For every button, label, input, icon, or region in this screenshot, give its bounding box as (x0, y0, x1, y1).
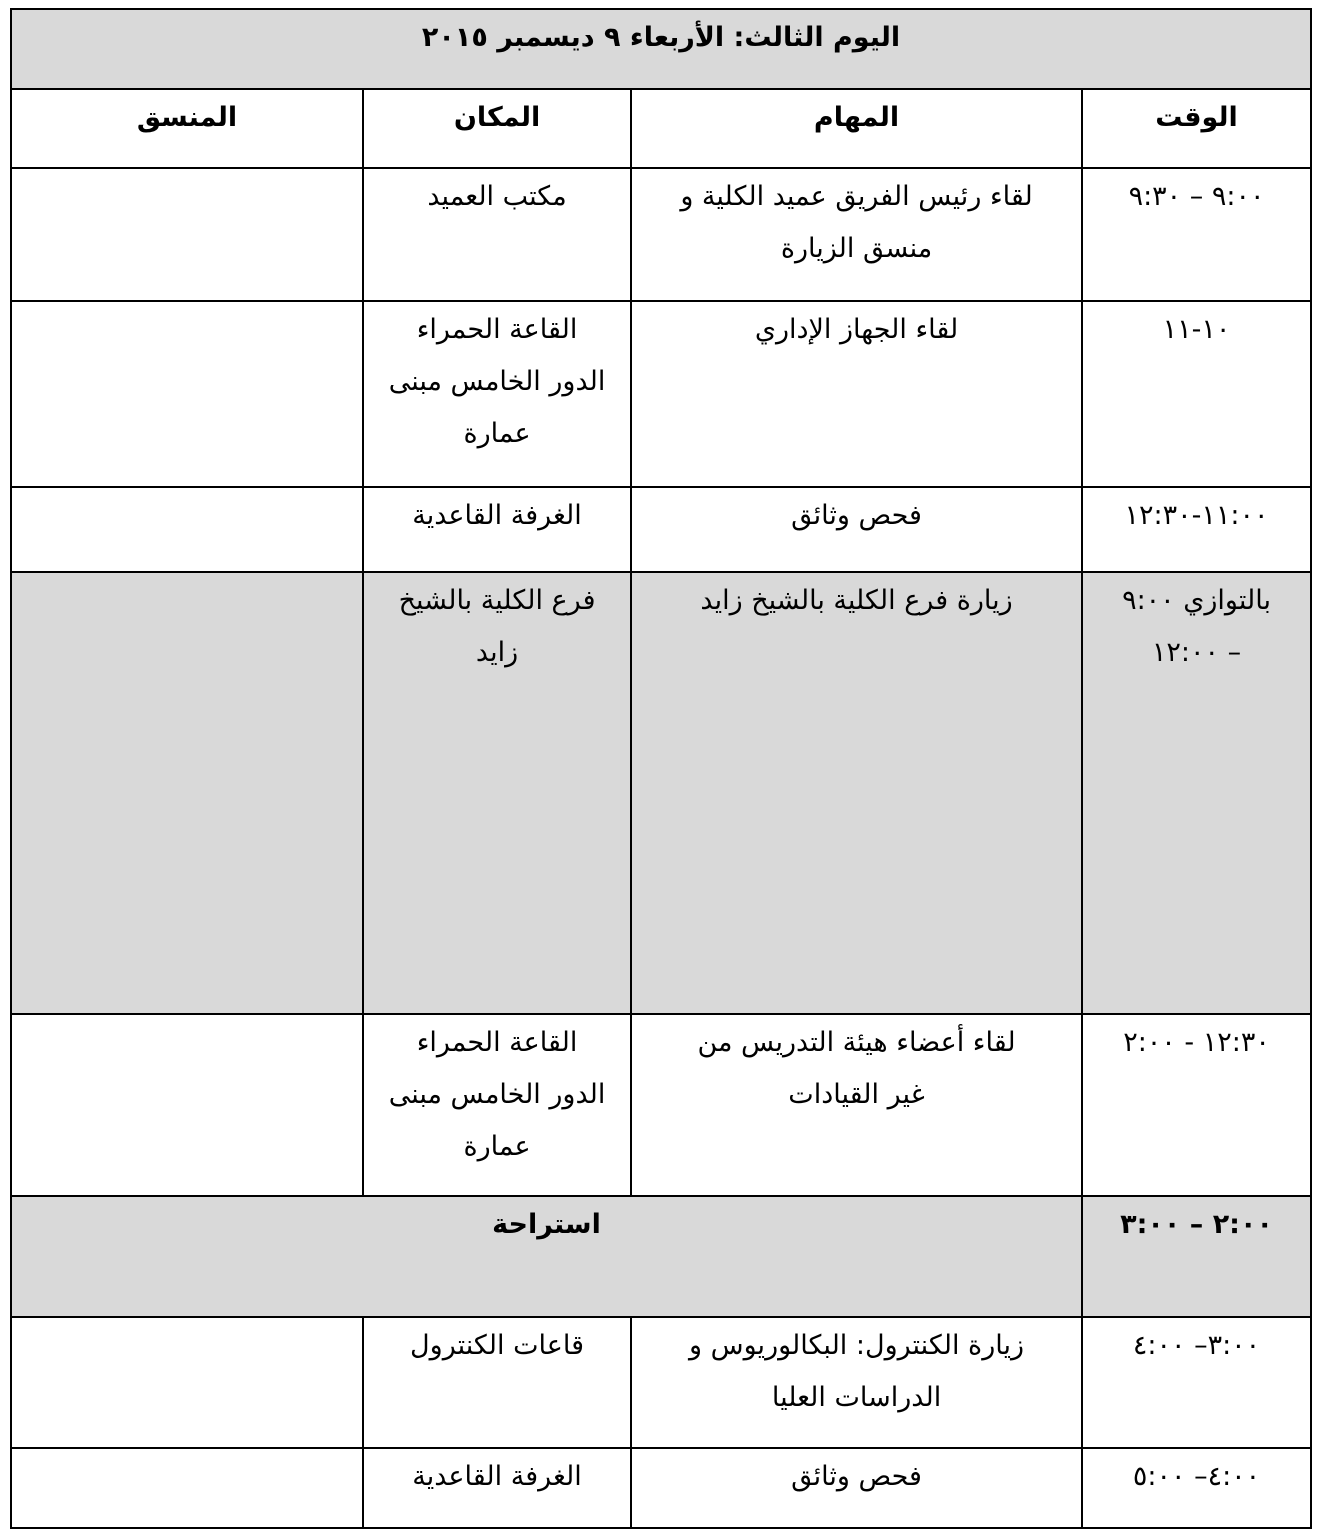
place-cell (363, 1014, 631, 1196)
task-line: زيارة فرع الكلية بالشيخ زايد (700, 585, 1013, 616)
task-cell (631, 572, 1082, 1014)
title-row (11, 9, 1311, 89)
task-line: فحص وثائق (791, 1461, 922, 1492)
time-line: – ١٢:٠٠ (1151, 637, 1242, 668)
time-cell: ١٠-١١ (1082, 301, 1311, 487)
time-cell: ٣:٠٠– ٤:٠٠ (1082, 1317, 1311, 1448)
header-coordinator: المنسق (11, 89, 363, 168)
time-cell: ١٢:٣٠ - ٢:٠٠ (1082, 1014, 1311, 1196)
place-line: القاعة الحمراء (416, 1027, 578, 1058)
schedule-table (10, 8, 1312, 1529)
coordinator-cell (11, 572, 363, 1014)
place-line: الغرفة القاعدية (412, 500, 582, 531)
break-row (11, 1196, 1311, 1317)
place-cell (363, 301, 631, 487)
header-row (11, 89, 1311, 168)
place-line: مكتب العميد (427, 181, 567, 212)
place-line: القاعة الحمراء (416, 314, 578, 345)
day-title: اليوم الثالث: الأربعاء ٩ ديسمبر ٢٠١٥ (11, 9, 1311, 89)
schedule-sheet (10, 8, 1310, 1529)
coordinator-cell (11, 168, 363, 301)
place-line: فرع الكلية بالشيخ (398, 585, 596, 616)
time-line: بالتوازي ٩:٠٠ (1122, 585, 1271, 616)
place-line: عمارة (463, 1131, 531, 1162)
coordinator-cell (11, 487, 363, 572)
place-line: الدور الخامس مبنى (388, 1079, 606, 1110)
header-time: الوقت (1082, 89, 1311, 168)
place-line: زايد (475, 637, 519, 668)
task-line: زيارة الكنترول: البكالوريوس و (689, 1330, 1025, 1361)
header-place: المكان (363, 89, 631, 168)
time-cell (1082, 572, 1311, 1014)
time-cell: ٩:٠٠ – ٩:٣٠ (1082, 168, 1311, 301)
break-label: استراحة (11, 1196, 1082, 1317)
coordinator-cell (11, 1317, 363, 1448)
time-cell: ٢:٠٠ – ٣:٠٠ (1082, 1196, 1311, 1317)
task-line: فحص وثائق (791, 500, 922, 531)
table-row (11, 572, 1311, 1014)
coordinator-cell (11, 1448, 363, 1528)
task-line: لقاء أعضاء هيئة التدريس من (697, 1027, 1016, 1058)
table-row (11, 1317, 1311, 1448)
place-cell (363, 487, 631, 572)
task-cell (631, 487, 1082, 572)
table-row (11, 301, 1311, 487)
task-cell (631, 1014, 1082, 1196)
table-row (11, 1014, 1311, 1196)
place-cell (363, 168, 631, 301)
coordinator-cell (11, 301, 363, 487)
place-line: الغرفة القاعدية (412, 1461, 582, 1492)
table-row (11, 168, 1311, 301)
task-cell (631, 1317, 1082, 1448)
time-cell: ٤:٠٠– ٥:٠٠ (1082, 1448, 1311, 1528)
task-line: الدراسات العليا (771, 1382, 942, 1413)
place-line: قاعات الكنترول (410, 1330, 585, 1361)
task-line: لقاء الجهاز الإداري (754, 314, 959, 345)
task-line: منسق الزيارة (780, 233, 933, 264)
table-row (11, 487, 1311, 572)
task-line: غير القيادات (788, 1079, 925, 1110)
time-cell: ١١:٠٠-١٢:٣٠ (1082, 487, 1311, 572)
task-line: لقاء رئيس الفريق عميد الكلية و (680, 181, 1033, 212)
place-cell (363, 1448, 631, 1528)
place-line: الدور الخامس مبنى (388, 366, 606, 397)
task-cell (631, 301, 1082, 487)
header-tasks: المهام (631, 89, 1082, 168)
task-cell (631, 168, 1082, 301)
coordinator-cell (11, 1014, 363, 1196)
task-cell (631, 1448, 1082, 1528)
place-cell (363, 572, 631, 1014)
place-cell (363, 1317, 631, 1448)
place-line: عمارة (463, 418, 531, 449)
table-row (11, 1448, 1311, 1528)
